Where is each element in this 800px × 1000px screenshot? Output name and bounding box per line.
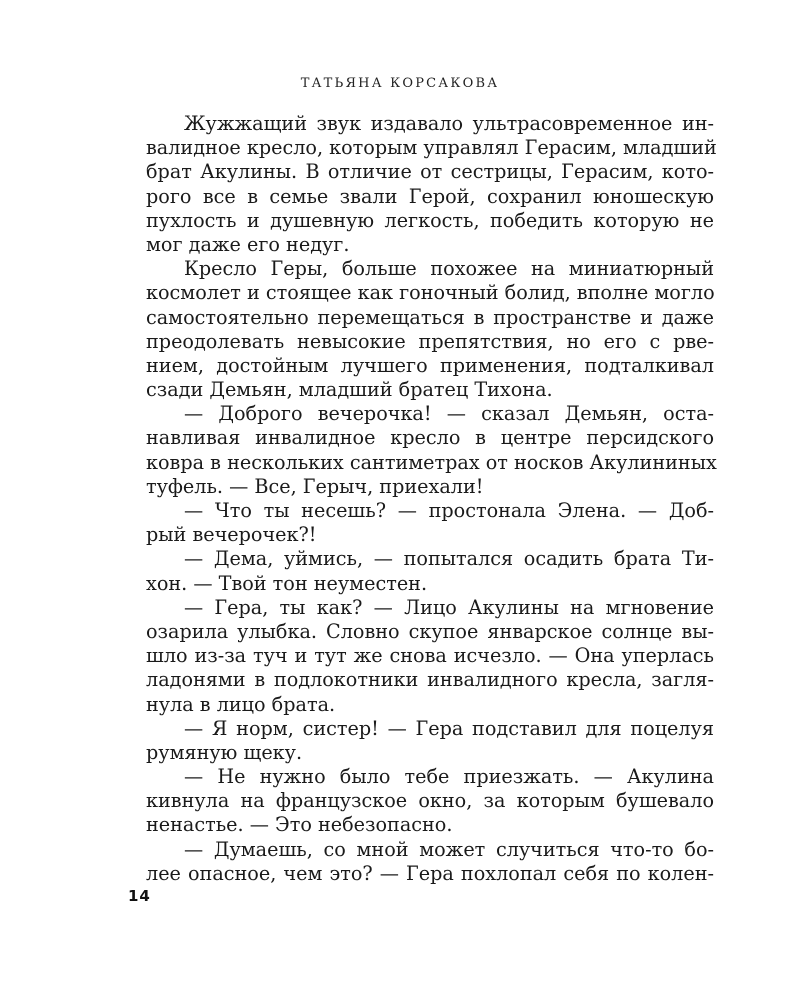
text-line: нула в лицо брата. (146, 692, 336, 716)
text-line: ковра в нескольких сантиметрах от носков Акулининых (146, 450, 717, 474)
running-head: ТАТЬЯНА КОРСАКОВА (300, 76, 500, 91)
text-line: — Не нужно было тебе приезжать. — Акулина (184, 765, 714, 789)
text-line: Кресло Геры, больше похожее на миниатюрный (184, 257, 714, 281)
text-line: преодолевать невысокие препятствия, но его с рве- (146, 329, 714, 353)
text-line: — Доброго вечерочка! — сказал Демьян, оста- (184, 402, 714, 426)
text-line: лее опасное, чем это? — Гера похлопал себя по колен- (146, 861, 714, 885)
paragraph (146, 112, 717, 257)
body-text (146, 112, 717, 886)
paragraph (146, 257, 714, 402)
text-line: космолет и стоящее как гоночный болид, вполне могло (146, 281, 715, 305)
text-line: сзади Демьян, младший братец Тихона. (146, 378, 553, 402)
text-line: Жужжащий звук издавало ультрасовременное ин- (184, 112, 714, 135)
text-line: самостоятельно перемещаться в пространстве и даже (146, 305, 714, 329)
text-line: ненастье. — Это небезопасно. (146, 813, 453, 837)
paragraph (146, 765, 714, 838)
text-line: озарила улыбка. Словно скупое январское солнце вы- (146, 619, 714, 643)
paragraph (146, 596, 714, 717)
paragraph (146, 547, 714, 595)
text-line: шло из-за туч и тут же снова исчезло. — Она уперлась (146, 644, 714, 668)
paragraph (146, 402, 717, 499)
text-line: — Я норм, систер! — Гера подставил для поцелуя (184, 716, 714, 740)
text-line: нием, достойным лучшего применения, подталкивал (146, 353, 714, 377)
text-line: хон. — Твой тон неуместен. (146, 571, 428, 595)
text-line: — Дема, уймись, — попытался осадить брата Ти- (184, 547, 714, 571)
paragraph (146, 838, 714, 886)
paragraph (146, 717, 714, 765)
text-line: валидное кресло, которым управлял Герасим, младший (146, 136, 717, 160)
text-line: — Что ты несешь? — простонала Элена. — Доб- (184, 499, 714, 522)
text-line: пухлость и душевную легкость, победить которую не (146, 208, 714, 232)
text-line: рый вечерочек?! (146, 523, 317, 547)
text-line: навливая инвалидное кресло в центре персидского (146, 426, 714, 450)
text-line: рого все в семье звали Герой, сохранил юношескую (146, 184, 714, 208)
text-line: — Гера, ты как? — Лицо Акулины на мгновение (184, 595, 714, 619)
text-line: туфель. — Все, Герыч, приехали! (146, 474, 484, 498)
text-line: мог даже его недуг. (146, 232, 350, 256)
text-line: брат Акулины. В отличие от сестрицы, Герасим, кото- (146, 160, 714, 184)
text-line: ладонями в подлокотники инвалидного кресла, загля- (146, 668, 714, 692)
text-line: румяную щеку. (146, 740, 303, 764)
text-line: кивнула на французское окно, за которым бушевало (146, 789, 714, 813)
page-number: 14 (128, 887, 151, 905)
text-line: — Думаешь, со мной может случиться что-то бо- (184, 837, 714, 861)
paragraph (146, 499, 714, 547)
